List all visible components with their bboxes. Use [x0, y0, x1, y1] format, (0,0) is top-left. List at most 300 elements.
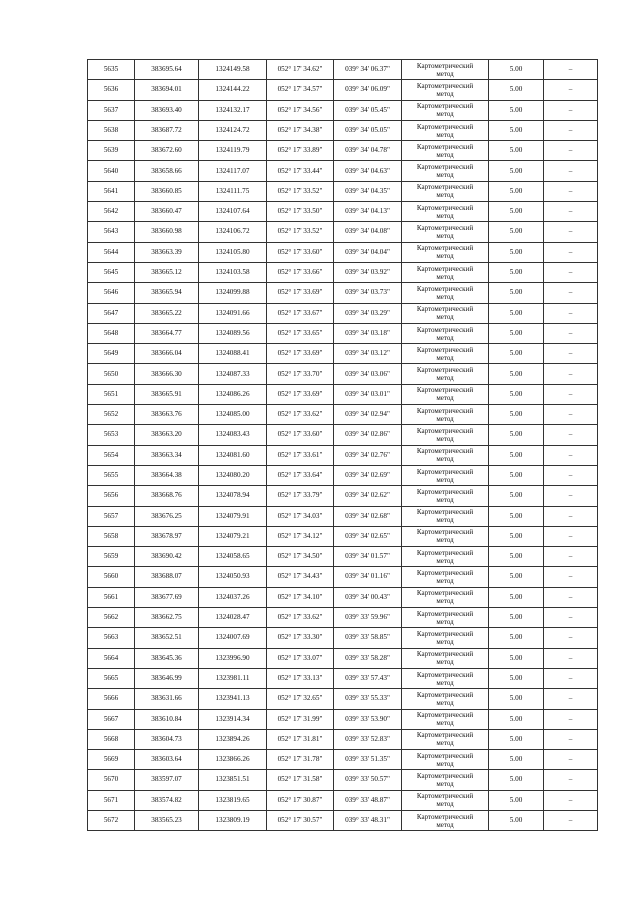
method-label-line2: метод	[436, 150, 454, 159]
table-row	[88, 668, 598, 688]
table-row	[88, 100, 598, 120]
method-label-line2: метод	[436, 171, 454, 180]
accuracy-cell: 5.00	[489, 526, 544, 546]
method-label-line1: Картометрический	[416, 731, 474, 740]
point-number-cell: 5655	[88, 465, 135, 485]
note-cell: –	[544, 750, 598, 770]
method-cell	[402, 547, 489, 567]
longitude-cell: 039° 34' 03.18"	[334, 323, 402, 343]
longitude-cell: 039° 34' 05.05"	[334, 120, 402, 140]
y-coordinate-cell: 1324105.80	[199, 242, 267, 262]
method-label-line2: метод	[436, 475, 454, 484]
table-row	[88, 810, 598, 830]
method-label-line1: Картометрический	[416, 528, 474, 537]
point-number-cell: 5653	[88, 425, 135, 445]
latitude-cell: 052° 17' 33.07"	[267, 648, 334, 668]
note-cell: –	[544, 80, 598, 100]
latitude-cell: 052° 17' 33.69"	[267, 344, 334, 364]
method-label-line1: Картометрический	[416, 366, 474, 375]
longitude-cell: 039° 33' 50.57"	[334, 770, 402, 790]
method-cell	[402, 100, 489, 120]
table-row	[88, 283, 598, 303]
accuracy-cell: 5.00	[489, 425, 544, 445]
latitude-cell: 052° 17' 31.99"	[267, 709, 334, 729]
method-cell	[402, 80, 489, 100]
method-cell	[402, 770, 489, 790]
accuracy-cell: 5.00	[489, 709, 544, 729]
latitude-cell: 052° 17' 33.60"	[267, 242, 334, 262]
method-label-line2: метод	[436, 455, 454, 464]
accuracy-cell: 5.00	[489, 80, 544, 100]
note-cell: –	[544, 303, 598, 323]
accuracy-cell: 5.00	[489, 750, 544, 770]
point-number-cell: 5660	[88, 567, 135, 587]
method-cell	[402, 486, 489, 506]
method-label-line1: Картометрический	[416, 244, 474, 253]
point-number-cell: 5642	[88, 202, 135, 222]
y-coordinate-cell: 1324099.88	[199, 283, 267, 303]
longitude-cell: 039° 34' 06.37"	[334, 60, 402, 80]
y-coordinate-cell: 1323819.65	[199, 790, 267, 810]
accuracy-cell: 5.00	[489, 60, 544, 80]
table-body	[88, 60, 598, 831]
y-coordinate-cell: 1324106.72	[199, 222, 267, 242]
longitude-cell: 039° 34' 03.29"	[334, 303, 402, 323]
x-coordinate-cell: 383660.98	[135, 222, 199, 242]
note-cell: –	[544, 181, 598, 201]
method-cell	[402, 303, 489, 323]
table-row	[88, 587, 598, 607]
method-label-line1: Картометрический	[416, 487, 474, 496]
method-cell	[402, 60, 489, 80]
longitude-cell: 039° 33' 55.33"	[334, 689, 402, 709]
table-row	[88, 303, 598, 323]
latitude-cell: 052° 17' 34.56"	[267, 100, 334, 120]
x-coordinate-cell: 383663.39	[135, 242, 199, 262]
method-cell	[402, 790, 489, 810]
note-cell: –	[544, 729, 598, 749]
method-cell	[402, 364, 489, 384]
y-coordinate-cell: 1323941.13	[199, 689, 267, 709]
x-coordinate-cell: 383672.60	[135, 141, 199, 161]
accuracy-cell: 5.00	[489, 364, 544, 384]
table-row	[88, 506, 598, 526]
y-coordinate-cell: 1324081.60	[199, 445, 267, 465]
longitude-cell: 039° 34' 03.73"	[334, 283, 402, 303]
x-coordinate-cell: 383665.94	[135, 283, 199, 303]
longitude-cell: 039° 34' 03.01"	[334, 384, 402, 404]
accuracy-cell: 5.00	[489, 100, 544, 120]
note-cell: –	[544, 405, 598, 425]
table-row	[88, 547, 598, 567]
latitude-cell: 052° 17' 34.03"	[267, 506, 334, 526]
latitude-cell: 052° 17' 33.89"	[267, 141, 334, 161]
table-row	[88, 384, 598, 404]
y-coordinate-cell: 1324079.21	[199, 526, 267, 546]
latitude-cell: 052° 17' 33.62"	[267, 608, 334, 628]
longitude-cell: 039° 33' 58.85"	[334, 628, 402, 648]
method-cell	[402, 405, 489, 425]
method-label-line2: метод	[436, 130, 454, 139]
method-label-line1: Картометрический	[416, 386, 474, 395]
method-label-line1: Картометрический	[416, 426, 474, 435]
longitude-cell: 039° 33' 52.83"	[334, 729, 402, 749]
method-label-line1: Картометрический	[416, 751, 474, 760]
y-coordinate-cell: 1324083.43	[199, 425, 267, 445]
note-cell: –	[544, 526, 598, 546]
point-number-cell: 5656	[88, 486, 135, 506]
y-coordinate-cell: 1324028.47	[199, 608, 267, 628]
accuracy-cell: 5.00	[489, 161, 544, 181]
point-number-cell: 5647	[88, 303, 135, 323]
x-coordinate-cell: 383565.23	[135, 810, 199, 830]
latitude-cell: 052° 17' 33.60"	[267, 425, 334, 445]
latitude-cell: 052° 17' 34.50"	[267, 547, 334, 567]
accuracy-cell: 5.00	[489, 608, 544, 628]
note-cell: –	[544, 668, 598, 688]
y-coordinate-cell: 1323981.11	[199, 668, 267, 688]
y-coordinate-cell: 1324086.26	[199, 384, 267, 404]
latitude-cell: 052° 17' 34.38"	[267, 120, 334, 140]
method-label-line2: метод	[436, 597, 454, 606]
accuracy-cell: 5.00	[489, 323, 544, 343]
method-label-line1: Картометрический	[416, 284, 474, 293]
accuracy-cell: 5.00	[489, 465, 544, 485]
point-number-cell: 5638	[88, 120, 135, 140]
method-cell	[402, 668, 489, 688]
y-coordinate-cell: 1324088.41	[199, 344, 267, 364]
x-coordinate-cell: 383677.69	[135, 587, 199, 607]
point-number-cell: 5662	[88, 608, 135, 628]
note-cell: –	[544, 587, 598, 607]
method-label-line2: метод	[436, 394, 454, 403]
method-label-line2: метод	[436, 414, 454, 423]
y-coordinate-cell: 1323851.51	[199, 770, 267, 790]
table-row	[88, 161, 598, 181]
method-label-line1: Картометрический	[416, 569, 474, 578]
latitude-cell: 052° 17' 33.64"	[267, 465, 334, 485]
y-coordinate-cell: 1324111.75	[199, 181, 267, 201]
accuracy-cell: 5.00	[489, 567, 544, 587]
method-cell	[402, 648, 489, 668]
table-row	[88, 770, 598, 790]
method-label-line1: Картометрический	[416, 122, 474, 131]
method-label-line2: метод	[436, 110, 454, 119]
method-label-line2: метод	[436, 434, 454, 443]
method-cell	[402, 323, 489, 343]
accuracy-cell: 5.00	[489, 668, 544, 688]
table-row	[88, 222, 598, 242]
x-coordinate-cell: 383663.34	[135, 445, 199, 465]
method-cell	[402, 283, 489, 303]
method-label-line1: Картометрический	[416, 305, 474, 314]
method-cell	[402, 202, 489, 222]
y-coordinate-cell: 1323996.90	[199, 648, 267, 668]
y-coordinate-cell: 1324144.22	[199, 80, 267, 100]
accuracy-cell: 5.00	[489, 689, 544, 709]
method-label-line1: Картометрический	[416, 142, 474, 151]
table-row	[88, 750, 598, 770]
y-coordinate-cell: 1324037.26	[199, 587, 267, 607]
latitude-cell: 052° 17' 32.65"	[267, 689, 334, 709]
y-coordinate-cell: 1324132.17	[199, 100, 267, 120]
point-number-cell: 5667	[88, 709, 135, 729]
table-row	[88, 729, 598, 749]
y-coordinate-cell: 1324007.69	[199, 628, 267, 648]
y-coordinate-cell: 1323914.34	[199, 709, 267, 729]
method-cell	[402, 506, 489, 526]
method-label-line1: Картометрический	[416, 812, 474, 821]
longitude-cell: 039° 33' 53.90"	[334, 709, 402, 729]
longitude-cell: 039° 34' 02.69"	[334, 465, 402, 485]
method-label-line2: метод	[436, 516, 454, 525]
latitude-cell: 052° 17' 34.62"	[267, 60, 334, 80]
accuracy-cell: 5.00	[489, 384, 544, 404]
method-cell	[402, 608, 489, 628]
y-coordinate-cell: 1324080.20	[199, 465, 267, 485]
method-label-line2: метод	[436, 272, 454, 281]
latitude-cell: 052° 17' 30.57"	[267, 810, 334, 830]
point-number-cell: 5657	[88, 506, 135, 526]
table-row	[88, 425, 598, 445]
method-label-line2: метод	[436, 313, 454, 322]
longitude-cell: 039° 33' 58.28"	[334, 648, 402, 668]
y-coordinate-cell: 1324050.93	[199, 567, 267, 587]
y-coordinate-cell: 1323894.26	[199, 729, 267, 749]
accuracy-cell: 5.00	[489, 506, 544, 526]
longitude-cell: 039° 33' 59.96"	[334, 608, 402, 628]
longitude-cell: 039° 34' 00.43"	[334, 587, 402, 607]
method-cell	[402, 262, 489, 282]
accuracy-cell: 5.00	[489, 283, 544, 303]
latitude-cell: 052° 17' 33.69"	[267, 384, 334, 404]
x-coordinate-cell: 383668.76	[135, 486, 199, 506]
x-coordinate-cell: 383688.07	[135, 567, 199, 587]
point-number-cell: 5648	[88, 323, 135, 343]
coordinates-table	[87, 59, 598, 831]
latitude-cell: 052° 17' 31.78"	[267, 750, 334, 770]
x-coordinate-cell: 383646.99	[135, 668, 199, 688]
note-cell: –	[544, 364, 598, 384]
longitude-cell: 039° 34' 04.35"	[334, 181, 402, 201]
table-row	[88, 181, 598, 201]
method-label-line2: метод	[436, 577, 454, 586]
table-row	[88, 262, 598, 282]
point-number-cell: 5652	[88, 405, 135, 425]
method-label-line1: Картометрический	[416, 102, 474, 111]
point-number-cell: 5645	[88, 262, 135, 282]
accuracy-cell: 5.00	[489, 222, 544, 242]
method-label-line1: Картометрический	[416, 467, 474, 476]
point-number-cell: 5643	[88, 222, 135, 242]
note-cell: –	[544, 547, 598, 567]
method-label-line1: Картометрический	[416, 609, 474, 618]
accuracy-cell: 5.00	[489, 405, 544, 425]
x-coordinate-cell: 383687.72	[135, 120, 199, 140]
latitude-cell: 052° 17' 33.62"	[267, 405, 334, 425]
table-row	[88, 648, 598, 668]
note-cell: –	[544, 628, 598, 648]
method-label-line2: метод	[436, 800, 454, 809]
latitude-cell: 052° 17' 33.67"	[267, 303, 334, 323]
method-label-line2: метод	[436, 637, 454, 646]
latitude-cell: 052° 17' 33.30"	[267, 628, 334, 648]
x-coordinate-cell: 383662.75	[135, 608, 199, 628]
method-cell	[402, 161, 489, 181]
x-coordinate-cell: 383663.76	[135, 405, 199, 425]
y-coordinate-cell: 1324085.00	[199, 405, 267, 425]
longitude-cell: 039° 34' 04.04"	[334, 242, 402, 262]
method-label-line1: Картометрический	[416, 345, 474, 354]
table-row	[88, 80, 598, 100]
x-coordinate-cell: 383664.38	[135, 465, 199, 485]
x-coordinate-cell: 383631.66	[135, 689, 199, 709]
point-number-cell: 5665	[88, 668, 135, 688]
point-number-cell: 5669	[88, 750, 135, 770]
point-number-cell: 5672	[88, 810, 135, 830]
x-coordinate-cell: 383693.40	[135, 100, 199, 120]
x-coordinate-cell: 383597.07	[135, 770, 199, 790]
method-label-line1: Картометрический	[416, 772, 474, 781]
method-cell	[402, 729, 489, 749]
x-coordinate-cell: 383665.91	[135, 384, 199, 404]
x-coordinate-cell: 383610.84	[135, 709, 199, 729]
table-row	[88, 141, 598, 161]
y-coordinate-cell: 1324078.94	[199, 486, 267, 506]
table-row	[88, 790, 598, 810]
longitude-cell: 039° 34' 04.13"	[334, 202, 402, 222]
method-cell	[402, 344, 489, 364]
latitude-cell: 052° 17' 33.13"	[267, 668, 334, 688]
latitude-cell: 052° 17' 33.50"	[267, 202, 334, 222]
point-number-cell: 5651	[88, 384, 135, 404]
point-number-cell: 5661	[88, 587, 135, 607]
longitude-cell: 039° 34' 06.09"	[334, 80, 402, 100]
longitude-cell: 039° 34' 03.12"	[334, 344, 402, 364]
method-cell	[402, 181, 489, 201]
method-label-line2: метод	[436, 374, 454, 383]
y-coordinate-cell: 1323866.26	[199, 750, 267, 770]
method-label-line1: Картометрический	[416, 183, 474, 192]
latitude-cell: 052° 17' 31.58"	[267, 770, 334, 790]
method-label-line2: метод	[436, 820, 454, 829]
note-cell: –	[544, 770, 598, 790]
method-label-line2: метод	[436, 69, 454, 78]
accuracy-cell: 5.00	[489, 141, 544, 161]
accuracy-cell: 5.00	[489, 587, 544, 607]
method-label-line1: Картометрический	[416, 81, 474, 90]
accuracy-cell: 5.00	[489, 344, 544, 364]
latitude-cell: 052° 17' 34.57"	[267, 80, 334, 100]
note-cell: –	[544, 262, 598, 282]
table-row	[88, 567, 598, 587]
latitude-cell: 052° 17' 33.69"	[267, 283, 334, 303]
x-coordinate-cell: 383666.30	[135, 364, 199, 384]
longitude-cell: 039° 33' 51.35"	[334, 750, 402, 770]
point-number-cell: 5646	[88, 283, 135, 303]
note-cell: –	[544, 161, 598, 181]
latitude-cell: 052° 17' 34.12"	[267, 526, 334, 546]
x-coordinate-cell: 383695.64	[135, 60, 199, 80]
longitude-cell: 039° 34' 02.94"	[334, 405, 402, 425]
note-cell: –	[544, 202, 598, 222]
note-cell: –	[544, 120, 598, 140]
method-cell	[402, 242, 489, 262]
method-cell	[402, 689, 489, 709]
method-label-line1: Картометрический	[416, 325, 474, 334]
longitude-cell: 039° 34' 01.57"	[334, 547, 402, 567]
longitude-cell: 039° 33' 48.87"	[334, 790, 402, 810]
method-label-line1: Картометрический	[416, 629, 474, 638]
method-label-line1: Картометрический	[416, 670, 474, 679]
accuracy-cell: 5.00	[489, 120, 544, 140]
note-cell: –	[544, 506, 598, 526]
longitude-cell: 039° 34' 04.63"	[334, 161, 402, 181]
y-coordinate-cell: 1324089.56	[199, 323, 267, 343]
accuracy-cell: 5.00	[489, 242, 544, 262]
method-label-line2: метод	[436, 678, 454, 687]
point-number-cell: 5658	[88, 526, 135, 546]
x-coordinate-cell: 383652.51	[135, 628, 199, 648]
latitude-cell: 052° 17' 33.61"	[267, 445, 334, 465]
accuracy-cell: 5.00	[489, 202, 544, 222]
x-coordinate-cell: 383665.22	[135, 303, 199, 323]
table-row	[88, 608, 598, 628]
table-row	[88, 242, 598, 262]
y-coordinate-cell: 1324087.33	[199, 364, 267, 384]
method-label-line2: метод	[436, 759, 454, 768]
x-coordinate-cell: 383660.47	[135, 202, 199, 222]
method-label-line2: метод	[436, 252, 454, 261]
longitude-cell: 039° 34' 02.65"	[334, 526, 402, 546]
point-number-cell: 5636	[88, 80, 135, 100]
point-number-cell: 5668	[88, 729, 135, 749]
note-cell: –	[544, 344, 598, 364]
table-row	[88, 465, 598, 485]
point-number-cell: 5650	[88, 364, 135, 384]
note-cell: –	[544, 242, 598, 262]
note-cell: –	[544, 709, 598, 729]
y-coordinate-cell: 1324058.65	[199, 547, 267, 567]
method-cell	[402, 810, 489, 830]
y-coordinate-cell: 1324079.91	[199, 506, 267, 526]
table-row	[88, 120, 598, 140]
table-row	[88, 628, 598, 648]
y-coordinate-cell: 1324091.66	[199, 303, 267, 323]
method-label-line2: метод	[436, 292, 454, 301]
point-number-cell: 5659	[88, 547, 135, 567]
accuracy-cell: 5.00	[489, 770, 544, 790]
longitude-cell: 039° 34' 02.68"	[334, 506, 402, 526]
point-number-cell: 5670	[88, 770, 135, 790]
table-row	[88, 323, 598, 343]
longitude-cell: 039° 33' 57.43"	[334, 668, 402, 688]
method-label-line2: метод	[436, 333, 454, 342]
longitude-cell: 039° 34' 04.78"	[334, 141, 402, 161]
accuracy-cell: 5.00	[489, 445, 544, 465]
method-label-line1: Картометрический	[416, 508, 474, 517]
table-row	[88, 709, 598, 729]
method-label-line2: метод	[436, 89, 454, 98]
note-cell: –	[544, 465, 598, 485]
method-label-line1: Картометрический	[416, 163, 474, 172]
x-coordinate-cell: 383665.12	[135, 262, 199, 282]
method-cell	[402, 526, 489, 546]
note-cell: –	[544, 384, 598, 404]
note-cell: –	[544, 648, 598, 668]
table-row	[88, 405, 598, 425]
latitude-cell: 052° 17' 33.70"	[267, 364, 334, 384]
